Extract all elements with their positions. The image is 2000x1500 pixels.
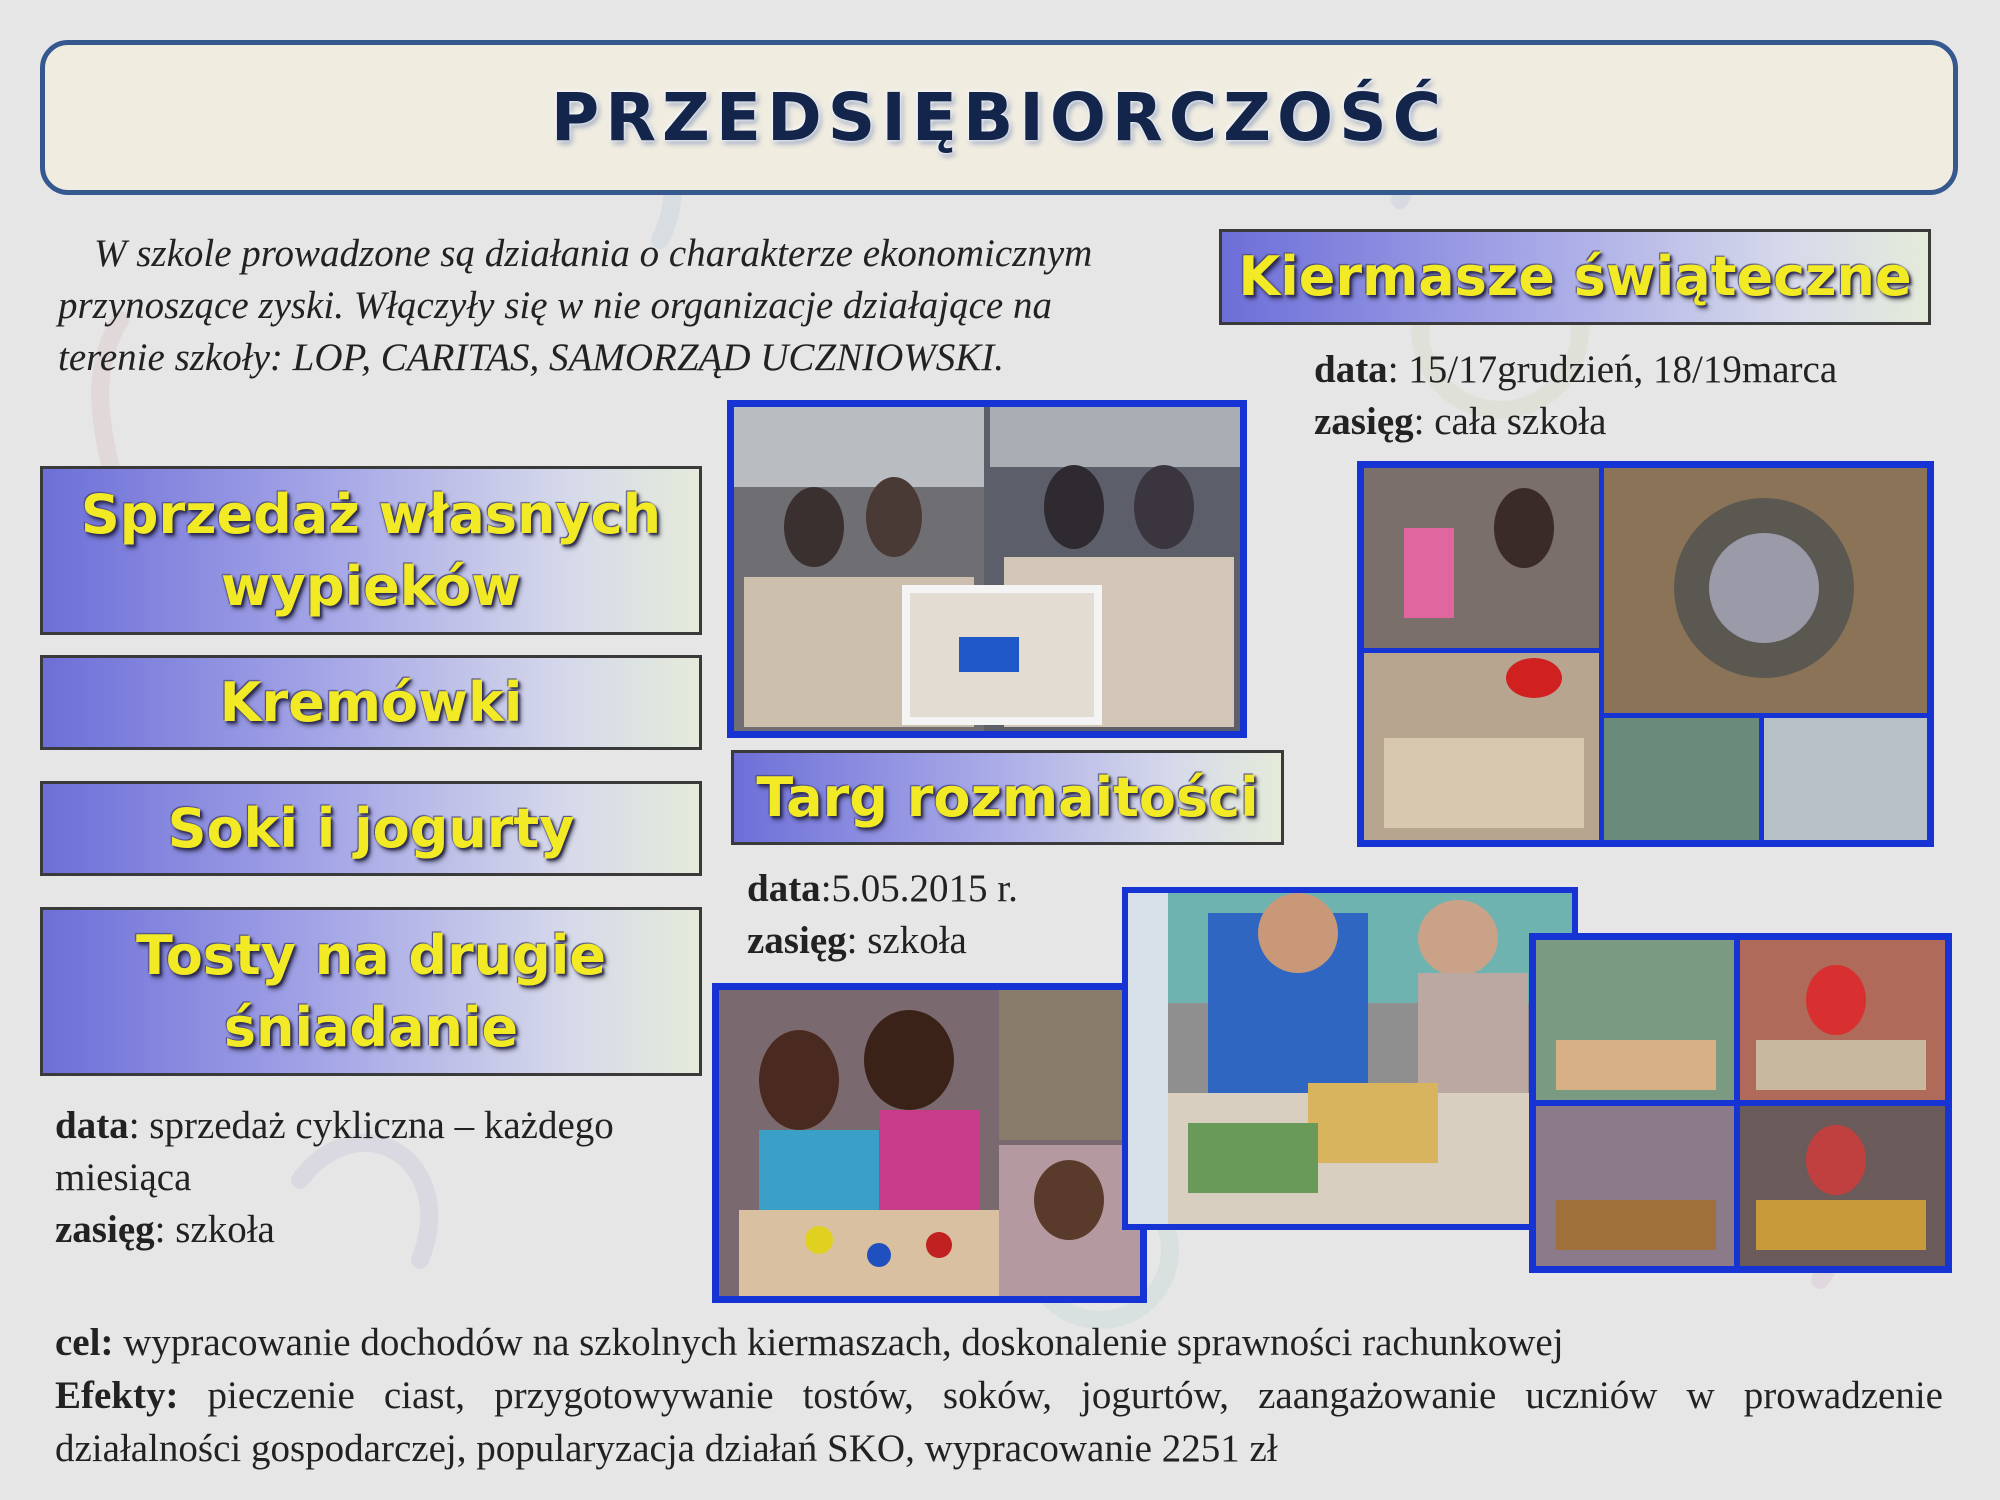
cel-value: wypracowanie dochodów na szkolnych kiermaszach, doskonalenie sprawności rachunkowej [113,1321,1564,1364]
intro-text: W szkole prowadzone są działania o charakterze ekonomicznym przynoszące zyski. Włączyły się w nie organizacje działające na terenie szkoły: LOP, CARITAS, SAMORZĄD UCZNIOWSKI. [58,232,1093,379]
photo-targ-cake [1122,887,1578,1230]
kiermasze-zasieg-label: zasięg [1314,400,1414,443]
targ-data-label: data [747,867,821,910]
banner-soki-label: Soki i jogurty [167,796,575,860]
targ-zasieg-label: zasięg [747,919,847,962]
photo-sales-image [734,407,1240,731]
banner-kremowki [40,655,702,750]
photo-sales-collage [727,400,1247,738]
banner-tosty [40,907,702,1076]
targ-info [747,863,1147,967]
cel-label: cel: [55,1321,114,1364]
sprzedaz-data-value: : sprzedaż cykliczna – każdego miesiąca [55,1104,614,1199]
targ-data-value: :5.05.2015 r. [820,867,1018,910]
sprzedaz-info [55,1100,705,1256]
sprzedaz-zasieg-label: zasięg [55,1208,155,1251]
photo-targ-cake-image [1128,893,1572,1224]
banner-kiermasze-label: Kiermasze świąteczne [1238,245,1912,308]
efekty-value: pieczenie ciast, przygotowywanie tostów, soków, jogurtów, zaangażowanie uczniów w prowadzenie działalności gospodarczej, popularyzacja działań SKO, wypracowanie 2251 zł [55,1374,1943,1470]
sprzedaz-data-label: data [55,1104,129,1147]
page-title: PRZEDSIĘBIORCZOŚĆ [550,79,1448,156]
photo-kiermasze-image [1364,468,1927,840]
photo-targ-children-image [719,990,1140,1296]
photo-kiermasze-collage [1357,461,1934,847]
banner-sprzedaz-line1: Sprzedaż własnych [80,482,662,546]
banner-soki [40,781,702,876]
photo-targ-children [712,983,1147,1303]
banner-targ [731,750,1284,845]
title-box [40,40,1958,195]
banner-targ-label: Targ rozmaitości [756,765,1259,829]
intro-paragraph [58,228,1098,384]
banner-sprzedaz-line2: wypieków [220,554,522,618]
bottom-summary [55,1316,1943,1475]
banner-sprzedaz [40,466,702,635]
kiermasze-data-label: data [1314,348,1388,391]
banner-kiermasze [1219,229,1931,325]
targ-zasieg-value: : szkoła [846,919,967,962]
efekty-label: Efekty: [55,1374,179,1417]
photo-targ-collage [1529,933,1952,1273]
kiermasze-zasieg-value: : cała szkoła [1413,400,1607,443]
banner-kremowki-label: Kremówki [219,670,523,734]
banner-tosty-line1: Tosty na drugie [136,923,606,987]
banner-tosty-line2: śniadanie [223,995,519,1059]
kiermasze-info [1314,344,1954,448]
kiermasze-data-value: : 15/17grudzień, 18/19marca [1387,348,1838,391]
photo-targ-collage-image [1536,940,1945,1266]
sprzedaz-zasieg-value: : szkoła [154,1208,275,1251]
